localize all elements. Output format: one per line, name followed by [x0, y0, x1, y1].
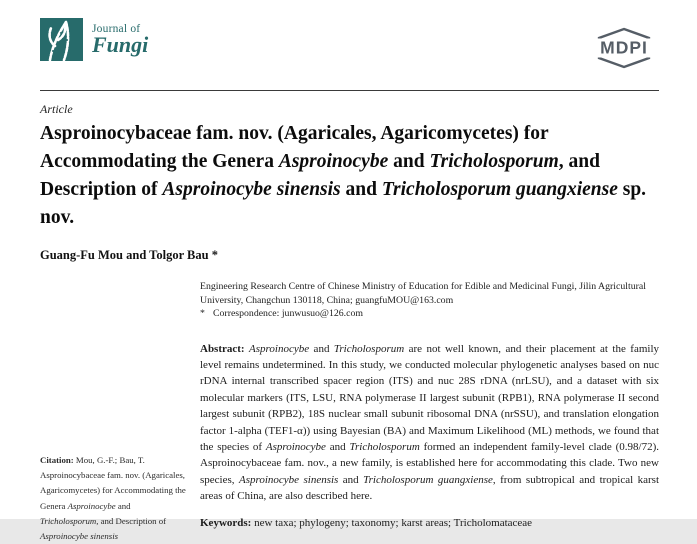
mdpi-logo-label: MDPI [600, 37, 648, 58]
abstract-segment: and [309, 342, 334, 355]
keywords-line [200, 517, 659, 529]
article-title [40, 120, 659, 232]
abstract-segment: , from subtropical and tropical karst areas of China, are also described here. [200, 473, 660, 503]
abstract-segment-italic: Asproinocybe [249, 342, 310, 355]
fungal-hyphae-icon [40, 18, 83, 61]
abstract-segment-italic: Tricholosporum [333, 342, 405, 355]
affiliation-line: Engineering Research Centre of Chinese Ministry of Education for Edible and Medicinal Fungi, Jilin Agricultural University, Changchun 130118, China; guangfuMOU@163.com [200, 281, 646, 306]
correspondence-line [200, 307, 659, 321]
journal-name: Fungi [92, 32, 149, 57]
abstract-segment: and [338, 473, 364, 486]
title-segment-italic: Asproinocybe [278, 151, 389, 172]
journal-prefix: Journal of [92, 23, 141, 35]
abstract-segment-italic: Tricholosporum guangxiense [363, 473, 493, 486]
abstract-paragraph [200, 341, 659, 505]
main-column [200, 280, 659, 544]
keywords-text: new taxa; phylogeny; taxonomy; karst areas; Tricholomataceae [254, 516, 533, 529]
title-segment: and [340, 179, 382, 200]
left-sidebar [40, 280, 200, 544]
title-segment-italic: Asproinocybe sinensis [162, 179, 341, 200]
correspondence-marker: * [200, 308, 205, 319]
citation-segment-italic: Tricholosporum [40, 515, 97, 526]
citation-segment: , and Description of [96, 515, 167, 526]
abstract-segment: are not well known, and their placement at the family level remains undetermined. In this study, we conducted molecular phylogenetic analyses based on nuc rDNA internal transcribed spacer region (ITS) and nuc 28S rDNA (nrLSU), and a dataset with six molecular markers (ITS, LSU, RNA polymerase II largest subunit (RPB1), RNA polymerase II second largest subunit (RPB2), 18S nuclear small subunit ribosomal DNA (nrSSU), and translation elongation factor 1-alpha (TEF1-α)) using Bayesian (BA) and Maximum Likelihood (ML) methods, we found that the species of [200, 342, 659, 453]
citation-block [40, 453, 190, 544]
abstract-label: Abstract: [200, 342, 250, 355]
title-segment-italic: Tricholosporum guangxiense [381, 179, 618, 200]
title-segment: , and Description of [40, 151, 600, 200]
page-header [40, 18, 659, 76]
abstract-segment-italic: Asproinocybe [265, 440, 326, 453]
affiliation-block [200, 280, 659, 321]
journal-logo [40, 18, 148, 61]
citation-segment: and [115, 500, 131, 511]
title-segment: Asproinocybaceae fam. nov. (Agaricales, Agaricomycetes) for Accommodating the Genera [40, 123, 549, 172]
keywords-label: Keywords: [200, 516, 255, 529]
abstract-segment-italic: Asproinocybe sinensis [238, 473, 339, 486]
header-divider [40, 90, 659, 91]
citation-segment: Mou, G.-F.; Bau, T. Asproinocybaceae fam. nov. (Agaricales, Agaricomycetes) for Accommodating the Genera [40, 455, 186, 511]
abstract-segment: formed an independent family-level clade (0.98/72). Asproinocybaceae fam. nov., a new family, is established here for accommodating this clade. Two new species, [200, 440, 659, 486]
mdpi-logo [589, 27, 659, 74]
correspondence-text: Correspondence: junwusuo@126.com [213, 308, 363, 319]
abstract-segment-italic: Tricholosporum [349, 440, 420, 453]
citation-segment-italic: Asproinocybe sinensis [40, 531, 119, 542]
body-columns [40, 280, 659, 544]
citation-label: Citation: [40, 455, 76, 465]
title-segment-italic: Tricholosporum [429, 151, 559, 172]
title-segment: sp. nov. [40, 179, 647, 228]
authors-line: Guang-Fu Mou and Tolgor Bau * [40, 248, 218, 262]
journal-logo-text [92, 18, 148, 58]
abstract-segment: and [325, 440, 350, 453]
title-segment: and [388, 151, 430, 172]
article-type-label: Article [40, 102, 73, 116]
citation-segment-italic: Asproinocybe [67, 500, 116, 511]
